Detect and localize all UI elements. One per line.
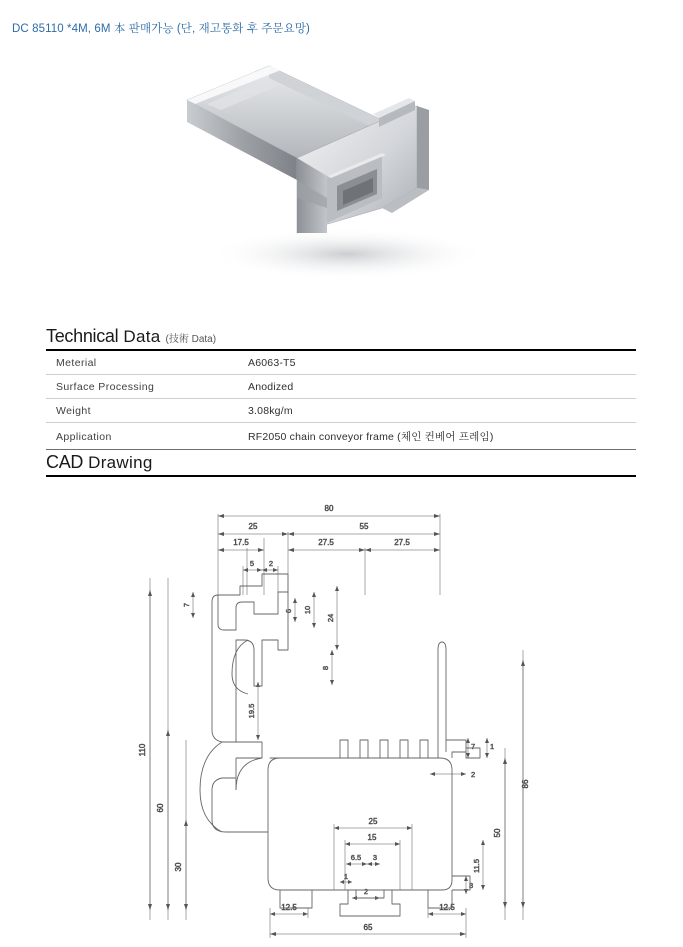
page-title: DC 85110 *4M, 6M 本 판매가능 (단, 재고통화 후 주문요망) [12,23,310,35]
dim-bottom-1: 1 [343,872,349,881]
cad-drawing-area [0,490,683,945]
cad-drawing-heading-lead: CAD [46,452,84,472]
dim-top-27-5-a: 27.5 [318,538,334,547]
row-value: Anodized [246,375,636,399]
dim-right-86: 86 [521,779,530,789]
row-value: A6063-T5 [246,351,636,375]
row-label: Meterial [46,351,246,375]
dim-right-2: 2 [471,770,476,779]
product-photo [0,58,683,308]
table-row [46,423,636,450]
product-photo-image [177,58,507,288]
technical-data-heading-rest: Data [118,327,166,346]
dim-bottom-12-5-left: 12.5 [281,903,297,912]
cad-drawing-heading [46,452,636,477]
row-label: Application [46,423,246,450]
dim-left-7: 7 [182,602,191,608]
dim-top-2: 2 [268,559,274,568]
dim-right-50: 50 [493,828,502,838]
dim-right-7: 7 [471,742,476,751]
dim-right-3: 3 [469,881,474,890]
cad-drawing-image [0,490,683,945]
dim-inner-19-5: 19.5 [247,703,256,719]
dim-top-5: 5 [249,559,255,568]
dim-inner-8: 8 [321,665,330,671]
dim-top-right-group: 55 [359,522,369,531]
dim-left-60: 60 [156,803,165,813]
dim-top-17-5: 17.5 [233,538,249,547]
dim-inner-24: 24 [326,613,335,623]
technical-data-section [46,326,636,450]
dim-right-1: 1 [490,742,495,751]
technical-data-heading-sub: (技術 Data) [165,334,217,345]
row-value: 3.08kg/m [246,399,636,423]
table-row [46,399,636,423]
dim-left-110: 110 [138,743,147,757]
technical-data-table [46,351,636,450]
dim-bottom-6-5: 6.5 [350,853,362,862]
dim-top-overall: 80 [324,504,334,513]
row-label: Surface Processing [46,375,246,399]
dim-top-left-group: 25 [248,522,258,531]
table-row [46,351,636,375]
dim-inner-6: 6 [284,608,293,614]
dim-bottom-2: 2 [363,887,369,896]
dim-inner-10: 10 [303,605,312,615]
row-label: Weight [46,399,246,423]
row-value: RF2050 chain conveyor frame (체인 컨베어 프레임) [246,423,636,450]
dim-bottom-25: 25 [368,817,378,826]
dim-right-11-5: 11.5 [472,858,481,874]
dim-bottom-overall: 65 [363,923,373,932]
table-row [46,375,636,399]
cad-drawing-section [46,452,636,477]
cad-drawing-heading-rest: Drawing [83,453,153,472]
dim-left-30: 30 [174,862,183,872]
technical-data-heading-lead: Technical [46,326,119,346]
dim-bottom-3: 3 [372,853,378,862]
dim-bottom-12-5-right: 12.5 [439,903,455,912]
dim-bottom-15: 15 [367,833,377,842]
technical-data-heading [46,326,636,351]
dim-top-27-5-b: 27.5 [394,538,410,547]
